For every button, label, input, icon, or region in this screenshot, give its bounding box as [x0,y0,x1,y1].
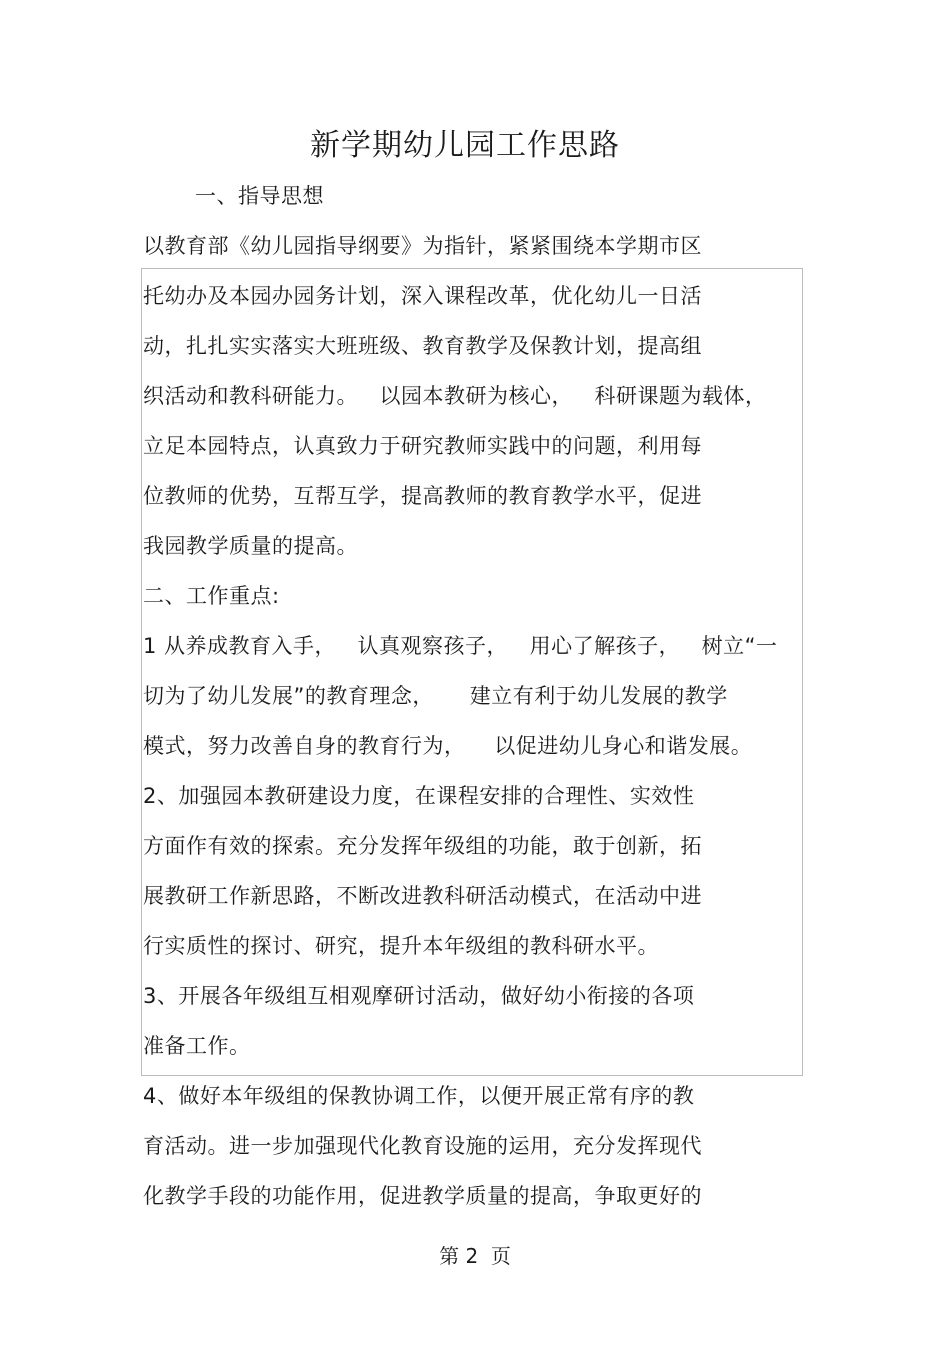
section-heading-focus: 二、工作重点: [143,584,280,608]
page-number: 第 2 页 [439,1244,511,1268]
paragraph-line: 托幼办及本园办园务计划，深入课程改革，优化幼儿一日活 [143,284,702,308]
paragraph-line: 立足本园特点，认真致力于研究教师实践中的问题，利用每 [143,434,702,458]
section-heading-guiding: 一、指导思想 [195,184,324,208]
paragraph-line: 位教师的优势，互帮互学，提高教师的教育教学水平，促进 [143,484,702,508]
paragraph-line: 准备工作。 [143,1034,251,1058]
paragraph-line: 育活动。进一步加强现代化教育设施的运用，充分发挥现代 [143,1134,702,1158]
document-title: 新学期幼儿园工作思路 [310,128,620,163]
paragraph-line: 行实质性的探讨、研究，提升本年级组的教科研水平。 [143,934,659,958]
paragraph-line: 切为了幼儿发展”的教育理念， 建立有利于幼儿发展的教学 [143,684,728,708]
paragraph-line: 2、加强园本教研建设力度，在课程安排的合理性、实效性 [143,784,695,808]
paragraph-line: 1 从养成教育入手， 认真观察孩子， 用心了解孩子， 树立“一 [143,634,778,658]
paragraph-line: 我园教学质量的提高。 [143,534,358,558]
paragraph-line: 模式，努力改善自身的教育行为， 以促进幼儿身心和谐发展。 [143,734,753,758]
paragraph-line: 展教研工作新思路，不断改进教科研活动模式，在活动中进 [143,884,702,908]
paragraph-line: 织活动和教科研能力。 以园本教研为核心， 科研课题为载体， [143,384,767,408]
paragraph-line: 4、做好本年级组的保教协调工作，以便开展正常有序的教 [143,1084,695,1108]
paragraph-line: 化教学手段的功能作用，促进教学质量的提高，争取更好的 [143,1184,702,1208]
paragraph-line: 3、开展各年级组互相观摩研讨活动，做好幼小衔接的各项 [143,984,695,1008]
paragraph-line: 动，扎扎实实落实大班班级、教育教学及保教计划，提高组 [143,334,702,358]
paragraph-line: 方面作有效的探索。充分发挥年级组的功能，敢于创新，拓 [143,834,702,858]
paragraph-line: 以教育部《幼儿园指导纲要》为指针，紧紧围绕本学期市区 [143,234,702,258]
